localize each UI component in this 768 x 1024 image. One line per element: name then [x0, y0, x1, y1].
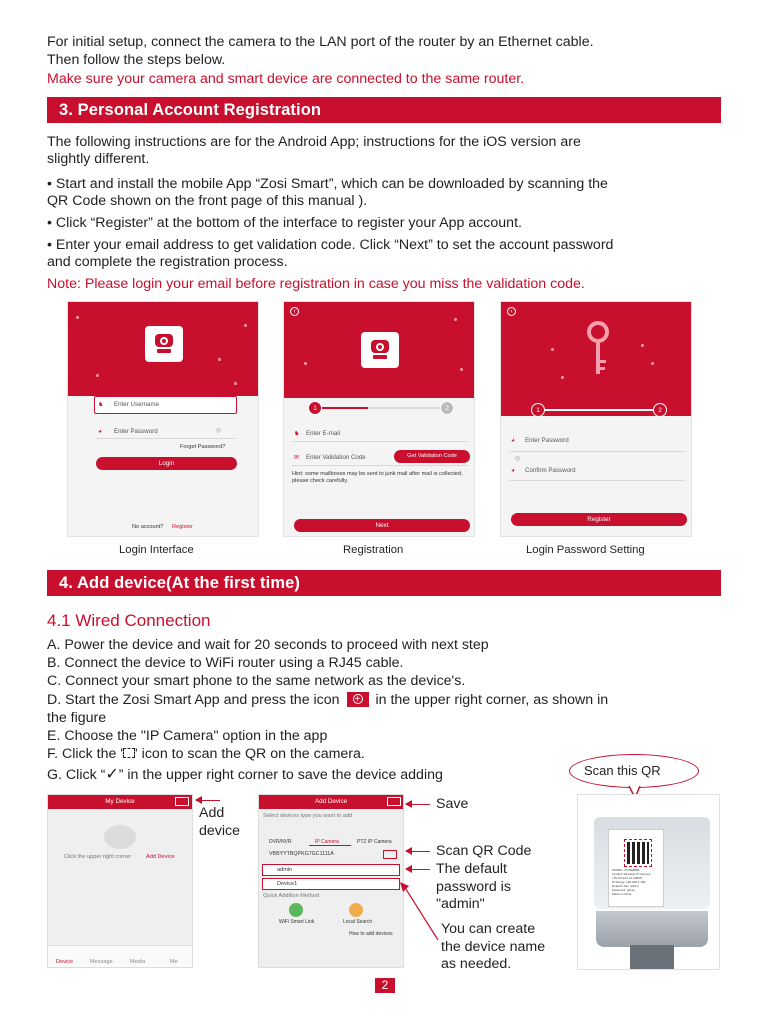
login-screenshot — [67, 301, 259, 537]
bullet-2: • Click “Register” at the bottom of the interface to register your App account. — [47, 215, 522, 231]
wifi-smart-link-icon[interactable] — [289, 903, 303, 917]
how-to-add-link[interactable]: How to add devices — [349, 931, 393, 937]
intro-warning: Make sure your camera and smart device are connected to the same router. — [47, 71, 525, 87]
wifi-smart-link-label: WiFi Smart Link — [279, 919, 315, 925]
my-device-titlebar: My Device — [48, 795, 192, 809]
bullet-1a: • Start and install the mobile App “Zosi Smart”, which can be downloaded by scanning the — [47, 176, 608, 192]
intro-line-2: Then follow the steps below. — [47, 52, 226, 68]
type-ip-camera[interactable]: IP Camera — [315, 839, 339, 845]
step-g — [47, 765, 443, 785]
step-g-part-2: ” in the upper right corner to save the device adding — [118, 767, 443, 783]
forget-password-link[interactable]: Forget Password? — [180, 444, 226, 450]
uid-field[interactable]: VBBYYTBQPKG7GC1111A — [269, 851, 334, 857]
lock-icon: ◕ — [511, 467, 515, 474]
bullet-1b: QR Code shown on the front page of this manual ). — [47, 193, 368, 209]
scan-qr-code-icon[interactable] — [383, 850, 397, 859]
empty-hint: Click the upper right corner — [64, 854, 132, 860]
empty-hint-add: Add Device — [146, 854, 175, 860]
device-type-prompt: Select devices type you want to add — [263, 813, 353, 819]
step-d-part-1: D. Start the Zosi Smart App and press the icon — [47, 692, 340, 708]
eye-icon[interactable]: ◎ — [216, 427, 222, 434]
type-ptz-ip-camera[interactable]: PTZ IP Camera — [357, 839, 392, 845]
user-icon: ♞ — [294, 430, 300, 437]
step-f-part-1: F. Click the ' — [47, 746, 124, 762]
app-logo — [361, 332, 399, 368]
username-placeholder: Enter Username — [114, 401, 160, 408]
password-header — [501, 302, 691, 416]
add-device-arrow — [196, 800, 220, 801]
tab-me[interactable]: Me — [170, 959, 178, 965]
step-c: C. Connect your smart phone to the same network as the device's. — [47, 673, 466, 689]
scan-qr-annotation: Scan QR Code — [436, 843, 532, 859]
no-account-text: No account? — [132, 524, 164, 530]
local-search-label: Local Search — [343, 919, 373, 925]
junk-mail-hint: Hint: some mailboxes may be sent to junk mail after mail is collected, please check carefully. — [292, 471, 463, 484]
caption-login: Login Interface — [119, 544, 194, 556]
section-4-title: 4. Add device(At the first time) — [59, 574, 300, 592]
caption-password-setting: Login Password Setting — [526, 544, 645, 556]
registration-screenshot — [283, 301, 475, 537]
lock-icon: ◕ — [511, 437, 515, 444]
step-a: A. Power the device and wait for 20 seconds to proceed with next step — [47, 637, 489, 653]
quick-addition-label: Quick Addition Method — [263, 893, 319, 899]
section-3-note: Note: Please login your email before registration in case you miss the validation code. — [47, 276, 585, 292]
tab-message[interactable]: Message — [90, 959, 113, 965]
section-3-p1b: slightly different. — [47, 151, 150, 167]
device-name-arrow — [400, 882, 440, 942]
save-icon[interactable] — [387, 797, 401, 806]
add-device-icon: + — [347, 692, 369, 707]
step-f-part-2: ' icon to scan the QR on the camera. — [135, 746, 365, 762]
step-g-part-1: G. Click “ — [47, 767, 106, 783]
step-1-indicator: 1 — [308, 401, 322, 415]
add-device-annotation: Add device — [199, 805, 241, 839]
get-validation-code-button[interactable]: Get Validation Code — [394, 450, 470, 463]
password-value: admin — [277, 867, 293, 873]
login-button[interactable]: Login — [96, 457, 237, 470]
back-icon[interactable]: ‹ — [290, 307, 299, 316]
device-name-annotation: You can create the device name as needed. — [441, 921, 546, 973]
step-1-indicator: 1 — [531, 403, 545, 417]
checkmark-icon: ✓ — [105, 764, 119, 783]
type-dvr-nvr[interactable]: DVR/NVR — [269, 839, 292, 845]
password-placeholder: Enter Password — [525, 437, 569, 444]
bullet-3a: • Enter your email address to get validation code. Click “Next” to set the account password — [47, 237, 614, 253]
bullet-3b: and complete the registration process. — [47, 254, 288, 270]
local-search-icon[interactable] — [349, 903, 363, 917]
step-f — [47, 746, 365, 764]
section-3-header — [47, 97, 721, 123]
camera-lens-housing — [596, 911, 708, 947]
camera-label — [608, 829, 664, 907]
register-link[interactable]: Register — [172, 524, 193, 530]
bottom-tab-bar — [48, 945, 192, 968]
validation-code-placeholder: Enter Validation Code — [306, 454, 366, 461]
add-device-icon[interactable] — [175, 797, 189, 806]
add-device-screenshot — [258, 794, 404, 968]
save-arrow — [406, 804, 430, 805]
user-icon: ♞ — [98, 401, 104, 408]
confirm-password-placeholder: Confirm Password — [525, 467, 576, 474]
back-icon[interactable]: ‹ — [507, 307, 516, 316]
wired-connection-heading: 4.1 Wired Connection — [47, 611, 211, 630]
scan-this-qr-text: Scan this QR — [584, 763, 661, 778]
camera-mount — [630, 945, 674, 970]
scan-qr-arrow — [406, 851, 430, 852]
lock-icon: ◕ — [98, 428, 102, 435]
step-2-indicator: 2 — [653, 403, 667, 417]
tab-media[interactable]: Media — [130, 959, 146, 965]
qr-code — [625, 840, 651, 866]
step-b: B. Connect the device to WiFi router using a RJ45 cable. — [47, 655, 404, 671]
default-password-arrow — [406, 869, 430, 870]
app-logo — [145, 326, 183, 362]
password-setting-screenshot — [500, 301, 692, 537]
tab-device[interactable]: Device — [56, 959, 74, 965]
camera-photo — [577, 794, 720, 970]
step-d-line-2: the figure — [47, 710, 107, 726]
intro-line-1: For initial setup, connect the camera to the LAN port of the router by an Ethernet cable. — [47, 34, 594, 50]
section-3-title: 3. Personal Account Registration — [59, 101, 322, 119]
step-d-part-2: in the upper right corner, as shown in — [375, 692, 609, 708]
default-password-annotation: The default password is "admin" — [436, 861, 511, 913]
page-number: 2 — [375, 978, 395, 993]
section-3-p1a: The following instructions are for the Android App; instructions for the iOS version are — [47, 134, 581, 150]
device-name-field[interactable] — [262, 878, 400, 890]
device-name-value: Device1 — [277, 881, 298, 887]
next-button[interactable]: Next — [294, 519, 470, 532]
mail-icon: ✉ — [294, 454, 300, 461]
scan-qr-icon — [123, 748, 135, 758]
step-e: E. Choose the "IP Camera" option in the app — [47, 728, 328, 744]
section-4-header — [47, 570, 721, 596]
step-d — [47, 692, 608, 710]
password-placeholder: Enter Password — [114, 428, 158, 435]
add-device-titlebar: Add Device — [259, 795, 403, 809]
password-field[interactable] — [262, 864, 400, 876]
key-icon — [583, 320, 613, 380]
eye-icon[interactable]: ◎ — [515, 455, 521, 462]
step-2-indicator: 2 — [440, 401, 454, 415]
caption-registration: Registration — [343, 544, 404, 556]
my-device-screenshot — [47, 794, 193, 968]
scan-this-qr-bubble — [569, 754, 699, 788]
register-button[interactable]: Register — [511, 513, 687, 526]
camera-label-text: MODEL: ZOSIEBBB Outdoor Wireless IP Camera +5V DC12V 1A 1080P IP Range: 192.168.1.168 Default User: admin Password: admin Made in China — [612, 868, 651, 896]
save-annotation: Save — [436, 796, 469, 812]
camera-placeholder-icon — [104, 825, 136, 849]
email-placeholder: Enter E-mail — [306, 430, 341, 437]
